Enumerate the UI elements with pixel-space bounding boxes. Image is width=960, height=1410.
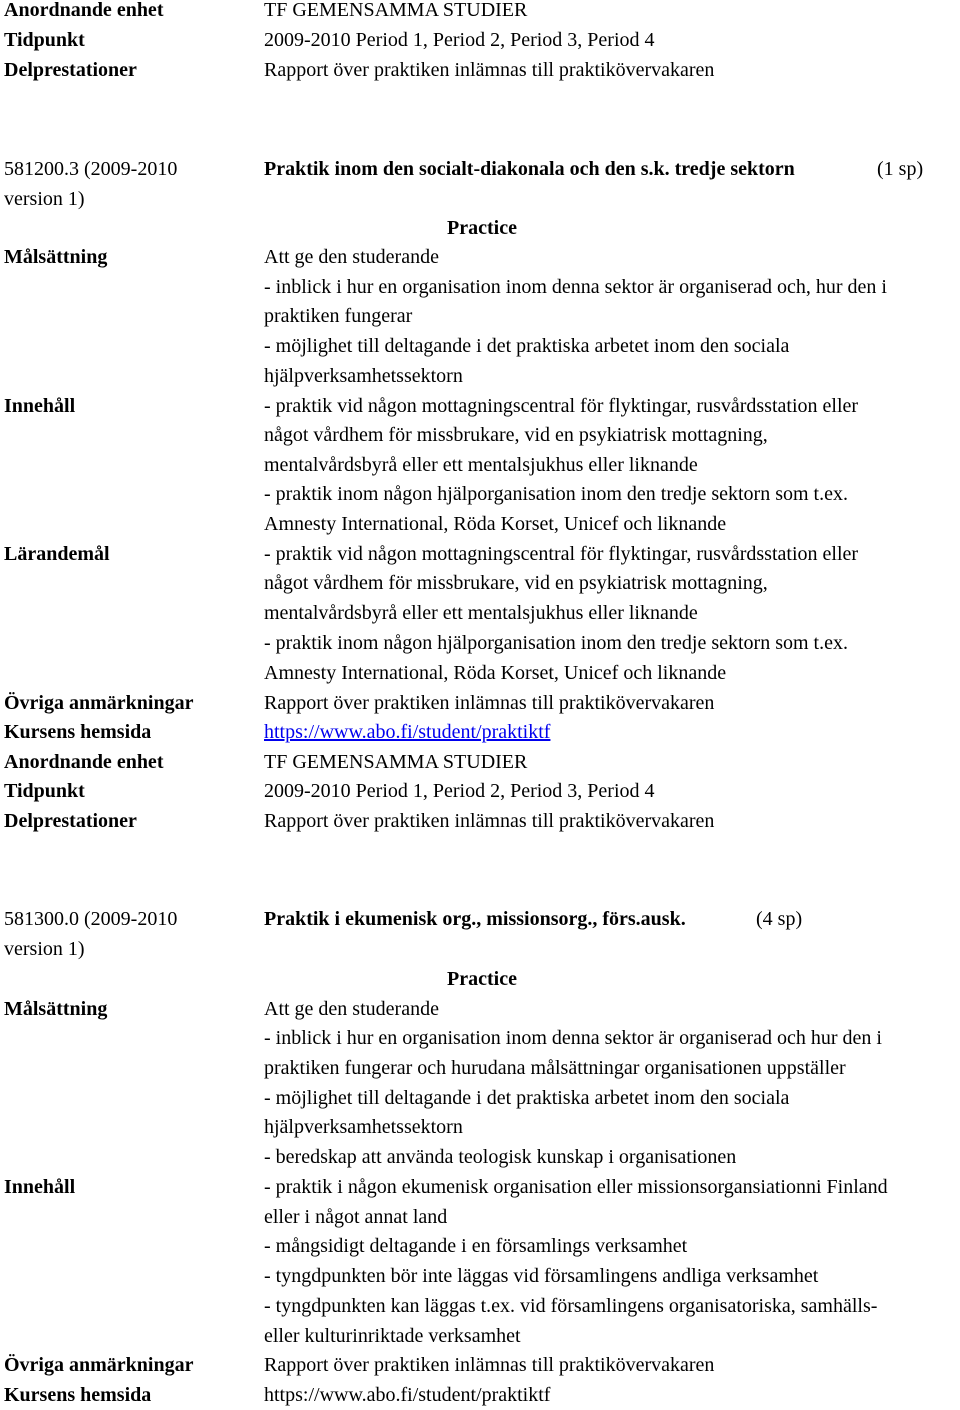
course2-goal-row bbox=[0, 1083, 960, 1113]
course1-title: Praktik inom den socialt-diakonala och den s.k. tredje sektorn bbox=[264, 158, 795, 180]
course1-remarks-label: Övriga anmärkningar bbox=[4, 692, 194, 714]
course1-goal-row bbox=[0, 331, 960, 361]
course1-content-line: något vårdhem för missbrukare, vid en psykiatrisk mottagning, bbox=[264, 424, 768, 446]
course1-content-row bbox=[0, 509, 960, 539]
course1-time-label: Tidpunkt bbox=[4, 780, 85, 802]
course2-goal-row bbox=[0, 1112, 960, 1142]
course1-version-row bbox=[0, 184, 960, 214]
course2-content-line: - tyngdpunkten kan läggas t.ex. vid församlingens organisatoriska, samhälls- bbox=[264, 1295, 878, 1317]
course2-content-line: - mångsidigt deltagande i en församlings verksamhet bbox=[264, 1235, 688, 1257]
course1-outcomes-row bbox=[0, 568, 960, 598]
course1-unit-row bbox=[0, 747, 960, 777]
course2-version: version 1) bbox=[4, 938, 85, 960]
course1-content-line: mentalvårdsbyrå eller ett mentalsjukhus eller liknande bbox=[264, 454, 698, 476]
course2-content-row bbox=[0, 1202, 960, 1232]
course1-goal-row bbox=[0, 301, 960, 331]
course2-goal-line: praktiken fungerar och hurudana målsättningar organisationen uppställer bbox=[264, 1057, 846, 1079]
course2-content-row bbox=[0, 1321, 960, 1351]
course1-goal-row bbox=[0, 242, 960, 272]
course1-time: 2009-2010 Period 1, Period 2, Period 3, Period 4 bbox=[264, 780, 655, 802]
course1-header bbox=[0, 154, 960, 184]
course1-unit-label: Anordnande enhet bbox=[4, 751, 164, 773]
course1-goal-row bbox=[0, 361, 960, 391]
course1-goal-line: hjälpverksamhetssektorn bbox=[264, 365, 463, 387]
course2-goal-row bbox=[0, 1023, 960, 1053]
course1-outcomes-label: Lärandemål bbox=[4, 543, 110, 565]
course1-content-row bbox=[0, 420, 960, 450]
course1-homepage-label: Kursens hemsida bbox=[4, 721, 152, 743]
course1-goal-row bbox=[0, 272, 960, 302]
course2-goal-row bbox=[0, 1053, 960, 1083]
course1-outcomes-row bbox=[0, 539, 960, 569]
course1-subach-label: Delprestationer bbox=[4, 810, 137, 832]
course2-content-label: Innehåll bbox=[4, 1176, 76, 1198]
course2-goal-line: Att ge den studerande bbox=[264, 998, 439, 1020]
course1-outcomes-row bbox=[0, 598, 960, 628]
course2-credits: (4 sp) bbox=[756, 908, 803, 930]
course2-homepage-text: https://www.abo.fi/student/praktiktf bbox=[264, 1384, 551, 1406]
course2-remarks-label: Övriga anmärkningar bbox=[4, 1354, 194, 1376]
course2-goal-line: - beredskap att använda teologisk kunskap i organisationen bbox=[264, 1146, 737, 1168]
course1-credits: (1 sp) bbox=[877, 158, 924, 180]
course2-content-line: eller kulturinriktade verksamhet bbox=[264, 1325, 521, 1347]
course2-content-row bbox=[0, 1172, 960, 1202]
course2-remarks: Rapport över praktiken inlämnas till praktikövervakaren bbox=[264, 1354, 715, 1376]
course1-remarks-row bbox=[0, 688, 960, 718]
course1-time-row bbox=[0, 776, 960, 806]
course1-outcomes-line: något vårdhem för missbrukare, vid en psykiatrisk mottagning, bbox=[264, 572, 768, 594]
course1-content-line: - praktik vid någon mottagningscentral för flyktingar, rusvårdsstation eller bbox=[264, 395, 859, 417]
course1-type: Practice bbox=[447, 217, 517, 239]
course1-goal-line: - möjlighet till deltagande i det praktiska arbetet inom den sociala bbox=[264, 335, 790, 357]
course2-version-row bbox=[0, 934, 960, 964]
course2-goal-row bbox=[0, 994, 960, 1024]
course1-subach: Rapport över praktiken inlämnas till praktikövervakaren bbox=[264, 810, 715, 832]
course1-content-row bbox=[0, 450, 960, 480]
course1-code: 581200.3 (2009-2010 bbox=[4, 158, 178, 180]
course1-outcomes-line: - praktik inom någon hjälporganisation inom den tredje sektorn som t.ex. bbox=[264, 632, 848, 654]
course1-content-line: Amnesty International, Röda Korset, Unicef och liknande bbox=[264, 513, 727, 535]
course1-remarks: Rapport över praktiken inlämnas till praktikövervakaren bbox=[264, 692, 715, 714]
course1-goal-line: praktiken fungerar bbox=[264, 305, 413, 327]
top-time-row bbox=[0, 25, 960, 55]
course2-code: 581300.0 (2009-2010 bbox=[4, 908, 178, 930]
course1-content-label: Innehåll bbox=[4, 395, 76, 417]
time-label: Tidpunkt bbox=[4, 29, 85, 51]
top-subach-row bbox=[0, 55, 960, 85]
unit-value: TF GEMENSAMMA STUDIER bbox=[264, 0, 528, 21]
course2-homepage-label: Kursens hemsida bbox=[4, 1384, 152, 1406]
course1-outcomes-line: mentalvårdsbyrå eller ett mentalsjukhus eller liknande bbox=[264, 602, 698, 624]
course2-goal-line: - inblick i hur en organisation inom denna sektor är organiserad och hur den i bbox=[264, 1027, 882, 1049]
subach-value: Rapport över praktiken inlämnas till praktikövervakaren bbox=[264, 59, 715, 81]
course1-content-row bbox=[0, 391, 960, 421]
course2-homepage-row bbox=[0, 1380, 960, 1410]
course1-type-row bbox=[0, 213, 960, 243]
course1-content-row bbox=[0, 479, 960, 509]
course1-version: version 1) bbox=[4, 188, 85, 210]
course2-goal-line: hjälpverksamhetssektorn bbox=[264, 1116, 463, 1138]
course1-outcomes-line: - praktik vid någon mottagningscentral för flyktingar, rusvårdsstation eller bbox=[264, 543, 859, 565]
course2-content-row bbox=[0, 1231, 960, 1261]
course1-outcomes-line: Amnesty International, Röda Korset, Unicef och liknande bbox=[264, 662, 727, 684]
course2-type-row bbox=[0, 964, 960, 994]
course1-outcomes-row bbox=[0, 628, 960, 658]
course2-remarks-row bbox=[0, 1350, 960, 1380]
unit-label: Anordnande enhet bbox=[4, 0, 164, 21]
course1-homepage-row bbox=[0, 717, 960, 747]
course2-goal-line: - möjlighet till deltagande i det praktiska arbetet inom den sociala bbox=[264, 1087, 790, 1109]
course2-content-line: - tyngdpunkten bör inte läggas vid församlingens andliga verksamhet bbox=[264, 1265, 819, 1287]
course2-content-row bbox=[0, 1291, 960, 1321]
course1-goal-line: - inblick i hur en organisation inom denna sektor är organiserad och, hur den i bbox=[264, 276, 887, 298]
course2-type: Practice bbox=[447, 968, 517, 990]
course1-homepage-link[interactable]: https://www.abo.fi/student/praktiktf bbox=[264, 721, 551, 743]
course1-goal-line: Att ge den studerande bbox=[264, 246, 439, 268]
course2-title: Praktik i ekumenisk org., missionsorg., förs.ausk. bbox=[264, 908, 686, 930]
course2-goal-label: Målsättning bbox=[4, 998, 108, 1020]
time-value: 2009-2010 Period 1, Period 2, Period 3, Period 4 bbox=[264, 29, 655, 51]
course1-content-line: - praktik inom någon hjälporganisation inom den tredje sektorn som t.ex. bbox=[264, 483, 848, 505]
course2-content-row bbox=[0, 1261, 960, 1291]
course2-content-line: - praktik i någon ekumenisk organisation eller missionsorgansiationni Finland bbox=[264, 1176, 888, 1198]
course1-outcomes-row bbox=[0, 658, 960, 688]
course1-unit: TF GEMENSAMMA STUDIER bbox=[264, 751, 528, 773]
course2-header bbox=[0, 904, 960, 934]
course1-goal-label: Målsättning bbox=[4, 246, 108, 268]
course2-goal-row bbox=[0, 1142, 960, 1172]
course2-content-line: eller i något annat land bbox=[264, 1206, 448, 1228]
course1-subach-row bbox=[0, 806, 960, 836]
subach-label: Delprestationer bbox=[4, 59, 137, 81]
top-unit-row bbox=[0, 0, 960, 25]
